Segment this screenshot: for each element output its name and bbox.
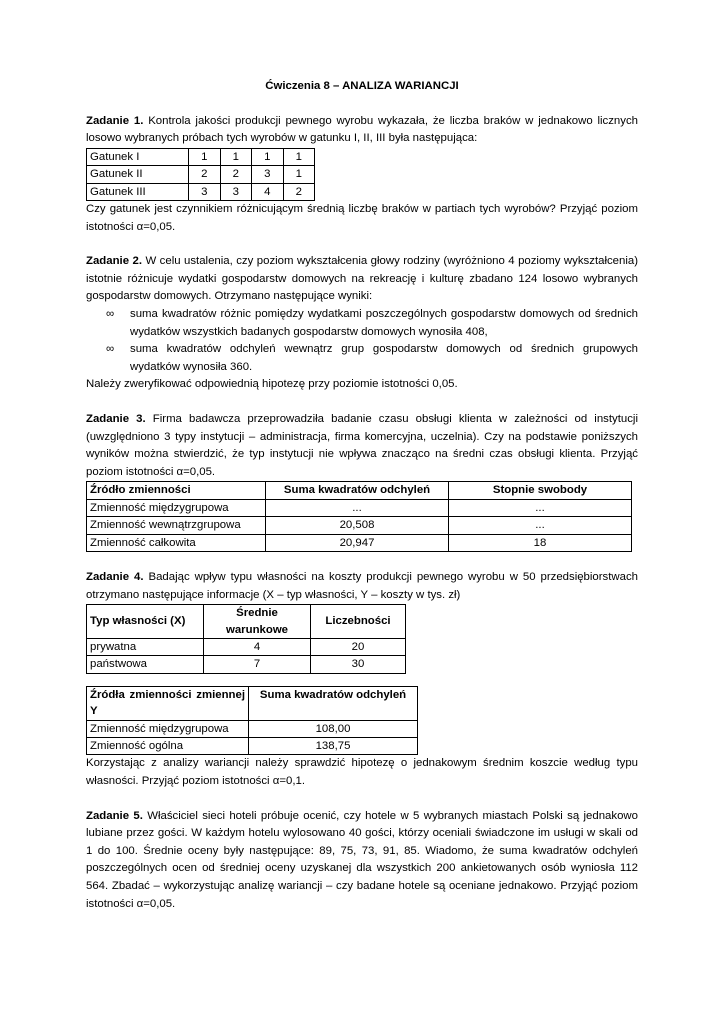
task-4-intro-text: Badając wpływ typu własności na koszty produkcji pewnego wyrobu w 50 przedsiębiorstwach otrzymano następujące informacje (X – typ własności, Y – koszty w tys. zł) xyxy=(86,570,639,601)
table-cell: ... xyxy=(449,517,632,534)
table-row xyxy=(87,737,418,754)
table-header-cell: Liczebności xyxy=(311,605,406,639)
task-2-intro-text: W celu ustalenia, czy poziom wykształcenia głowy rodziny (wyróżniono 4 poziomy wykształcenia) istotnie różnicuje wydatki gospodarstw domowych na rekreację i kulturę zbadano 124 losowo wybranych gospodarstw domowych. Otrzymano następujące wyniki: xyxy=(86,255,638,303)
task-3-table xyxy=(86,481,632,552)
table-cell: 1 xyxy=(283,166,315,183)
table-cell: 1 xyxy=(252,148,284,165)
task-1-intro xyxy=(86,113,638,148)
table-cell: Gatunek II xyxy=(87,166,189,183)
table-cell: 2 xyxy=(220,166,252,183)
table-row xyxy=(87,720,418,737)
list-item xyxy=(86,306,638,341)
task-4-closing: Korzystając z analizy wariancji należy sprawdzić hipotezę o jednakowym średnim koszcie według typu własności. Przyjąć poziom istotności α=0,1. xyxy=(86,757,638,787)
task-2-closing: Należy zweryfikować odpowiednią hipotezę przy poziomie istotności 0,05. xyxy=(86,378,458,391)
table-cell: ... xyxy=(449,499,632,516)
table-cell: 1 xyxy=(283,148,315,165)
table-header-cell: Suma kwadratów odchyleń xyxy=(249,686,418,720)
table-cell: 1 xyxy=(189,148,221,165)
task-3-intro-text: Firma badawcza przeprowadziła badanie czasu obsługi klienta w zależności od instytucji (uwzględniono 3 typy instytucji – administracja, firma komercyjna, uczelnia). Czy na podstawie poniższych wyników można stwierdzić, że typ instytucji nie wpływa znacząco na średni czas obsługi klienta. Przyjąć poziom istotności α=0,05. xyxy=(86,412,638,478)
table-cell: ... xyxy=(266,499,449,516)
table-header-cell: Źródło zmienności xyxy=(87,482,266,499)
infinity-bullet-icon: ∞ xyxy=(106,307,115,320)
table-row xyxy=(87,517,632,534)
table-row xyxy=(87,148,315,165)
task-1 xyxy=(86,113,638,237)
table-row xyxy=(87,534,632,551)
task-2-list xyxy=(86,306,638,376)
task-4-table-groups xyxy=(86,604,406,674)
table-cell: 3 xyxy=(189,183,221,200)
list-item-text: suma kwadratów różnic pomiędzy wydatkami poszczególnych gospodarstw domowych od średnich wydatków wszystkich badanych gospodarstw domowych wynosiła 408, xyxy=(130,307,638,338)
task-2 xyxy=(86,253,638,394)
table-cell: 3 xyxy=(220,183,252,200)
table-cell: Zmienność wewnątrzgrupowa xyxy=(87,517,266,534)
task-5-text xyxy=(86,808,638,914)
list-item xyxy=(86,341,638,376)
table-cell: Zmienność całkowita xyxy=(87,534,266,551)
page-title: Ćwiczenia 8 – ANALIZA WARIANCJI xyxy=(265,80,459,92)
table-cell: Zmienność międzygrupowa xyxy=(87,720,249,737)
table-cell: 2 xyxy=(283,183,315,200)
table-row xyxy=(87,638,406,655)
task-4-label: Zadanie 4. xyxy=(86,570,144,583)
table-cell: 108,00 xyxy=(249,720,418,737)
table-cell: Gatunek I xyxy=(87,148,189,165)
table-cell: Zmienność międzygrupowa xyxy=(87,499,266,516)
task-3-intro xyxy=(86,411,638,481)
table-cell: 20,947 xyxy=(266,534,449,551)
table-row xyxy=(87,499,632,516)
task-4 xyxy=(86,569,638,791)
task-1-intro-text: Kontrola jakości produkcji pewnego wyrobu wykazała, że liczba braków w jednakowo licznych losowo wybranych próbach tych wyrobów w gatunku I, II, III była następująca: xyxy=(86,114,638,145)
list-item-text: suma kwadratów odchyleń wewnątrz grup gospodarstw domowych od średnich grupowych wydatków wynosiła 360. xyxy=(130,343,638,373)
task-5-label: Zadanie 5. xyxy=(86,809,143,822)
task-5 xyxy=(86,808,638,914)
table-cell: państwowa xyxy=(87,656,204,673)
table-cell: 2 xyxy=(189,166,221,183)
table-cell: 3 xyxy=(252,166,284,183)
table-header-row xyxy=(87,686,418,720)
table-row xyxy=(87,166,315,183)
table-header-cell: Średnie warunkowe xyxy=(204,605,311,639)
table-cell: Zmienność ogólna xyxy=(87,737,249,754)
task-3-label: Zadanie 3. xyxy=(86,412,146,425)
table-row xyxy=(87,656,406,673)
table-cell: 1 xyxy=(220,148,252,165)
table-header-cell: Stopnie swobody xyxy=(449,482,632,499)
table-cell: prywatna xyxy=(87,638,204,655)
table-header-cell: Źródła zmienności zmiennej Y xyxy=(87,686,249,720)
table-cell: 30 xyxy=(311,656,406,673)
table-header-row xyxy=(87,605,406,639)
table-cell: 4 xyxy=(204,638,311,655)
table-header-row xyxy=(87,482,632,499)
task-4-intro xyxy=(86,569,638,604)
table-cell: 18 xyxy=(449,534,632,551)
task-1-label: Zadanie 1. xyxy=(86,114,144,127)
table-cell: 20,508 xyxy=(266,517,449,534)
task-4-table-variance xyxy=(86,686,418,756)
task-2-intro xyxy=(86,253,638,306)
table-header-cell: Suma kwadratów odchyleń xyxy=(266,482,449,499)
table-row xyxy=(87,183,315,200)
infinity-bullet-icon: ∞ xyxy=(106,343,115,356)
task-5-body: Właściciel sieci hoteli próbuje ocenić, czy hotele w 5 wybranych miastach Polski są jednakowo lubiane przez gości. W każdym hotelu wylosowano 40 gości, którzy oceniali świadczone im usługi w skali od 1 do 100. Średnie oceny były następujące: 89, 75, 73, 91, 85. Wiadomo, że suma kwadratów odchyleń poszczególnych ocen od średniej oceny uzyskanej dla wszystkich 200 ankietowanych osób wyniosła 112 564. Zbadać – wykorzystując analizę wariancji – czy badane hotele są oceniane jednakowo. Przyjąć poziom istotności α=0,05. xyxy=(86,809,638,910)
table-cell: Gatunek III xyxy=(87,183,189,200)
document-page xyxy=(86,78,638,930)
spacer xyxy=(86,674,638,686)
table-cell: 7 xyxy=(204,656,311,673)
table-cell: 4 xyxy=(252,183,284,200)
task-3 xyxy=(86,411,638,552)
table-header-cell: Typ własności (X) xyxy=(87,605,204,639)
task-2-label: Zadanie 2. xyxy=(86,255,142,268)
table-cell: 138,75 xyxy=(249,737,418,754)
task-1-question: Czy gatunek jest czynnikiem różnicującym średnią liczbę braków w partiach tych wyrobów? Przyjąć poziom istotności α=0,05. xyxy=(86,203,638,233)
task-1-table xyxy=(86,148,315,201)
table-cell: 20 xyxy=(311,638,406,655)
